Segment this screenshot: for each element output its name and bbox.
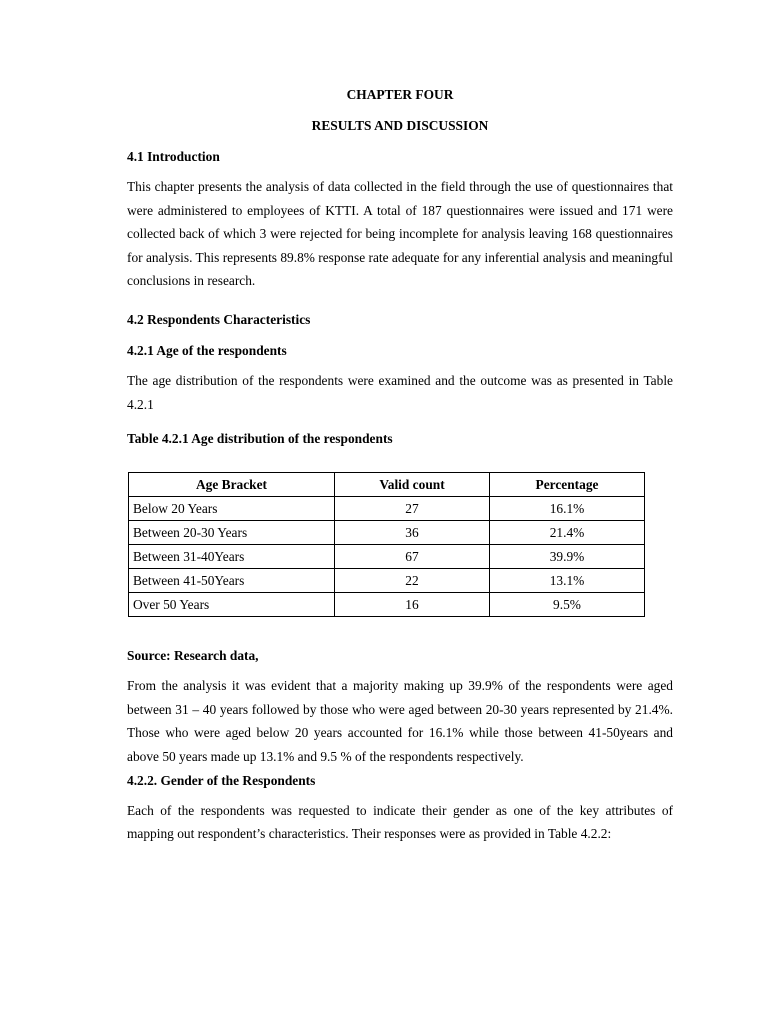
cell-valid-count: 22 bbox=[335, 569, 490, 593]
cell-valid-count: 36 bbox=[335, 521, 490, 545]
cell-age-bracket: Below 20 Years bbox=[129, 497, 335, 521]
cell-percentage: 39.9% bbox=[490, 545, 645, 569]
cell-age-bracket: Over 50 Years bbox=[129, 593, 335, 617]
cell-age-bracket: Between 41-50Years bbox=[129, 569, 335, 593]
age-heading: 4.2.1 Age of the respondents bbox=[127, 342, 287, 358]
chapter-title: CHAPTER FOUR bbox=[346, 87, 454, 102]
age-distribution-table bbox=[128, 472, 645, 617]
cell-valid-count: 27 bbox=[335, 497, 490, 521]
cell-percentage: 13.1% bbox=[490, 569, 645, 593]
table-header-row bbox=[129, 473, 645, 497]
characteristics-heading: 4.2 Respondents Characteristics bbox=[127, 311, 311, 327]
cell-percentage: 16.1% bbox=[490, 497, 645, 521]
cell-valid-count: 67 bbox=[335, 545, 490, 569]
document-page bbox=[127, 85, 673, 846]
cell-valid-count: 16 bbox=[335, 593, 490, 617]
source-note: Source: Research data, bbox=[127, 648, 259, 664]
cell-age-bracket: Between 31-40Years bbox=[129, 545, 335, 569]
table-row bbox=[129, 521, 645, 545]
cell-percentage: 9.5% bbox=[490, 593, 645, 617]
intro-heading: 4.1 Introduction bbox=[127, 149, 220, 164]
age-paragraph: The age distribution of the respondents were examined and the outcome was as presented in Table 4.2.1 bbox=[127, 372, 673, 412]
intro-paragraph: This chapter presents the analysis of data collected in the field through the use of questionnaires that were administered to employees of KTTI. A total of 187 questionnaires were issued and 171 were collected back of which 3 were rejected for being incomplete for analysis leaving 168 questionnaires for analysis. This represents 89.8% response rate adequate for any inferential analysis and meaningful conclusions in research. bbox=[127, 179, 673, 289]
table-row bbox=[129, 569, 645, 593]
header-percentage: Percentage bbox=[490, 473, 645, 497]
cell-percentage: 21.4% bbox=[490, 521, 645, 545]
age-analysis-paragraph: From the analysis it was evident that a majority making up 39.9% of the respondents were aged between 31 – 40 years followed by those who were aged between 20-30 years represented by 21.4%. Those who were aged below 20 years accounted for 16.1% while those between 41-50years and above 50 years made up 13.1% and 9.5 % of the respondents respectively. bbox=[127, 678, 673, 764]
header-age-bracket: Age Bracket bbox=[129, 473, 335, 497]
table-row bbox=[129, 497, 645, 521]
chapter-subtitle: RESULTS AND DISCUSSION bbox=[311, 118, 489, 133]
table-row bbox=[129, 593, 645, 617]
table-row bbox=[129, 545, 645, 569]
gender-heading: 4.2.2. Gender of the Respondents bbox=[127, 772, 316, 788]
cell-age-bracket: Between 20-30 Years bbox=[129, 521, 335, 545]
header-valid-count: Valid count bbox=[335, 473, 490, 497]
gender-paragraph: Each of the respondents was requested to indicate their gender as one of the key attributes of mapping out respondent’s characteristics. Their responses were as provided in Table 4.2.2: bbox=[127, 802, 673, 842]
table-caption: Table 4.2.1 Age distribution of the respondents bbox=[127, 431, 393, 447]
